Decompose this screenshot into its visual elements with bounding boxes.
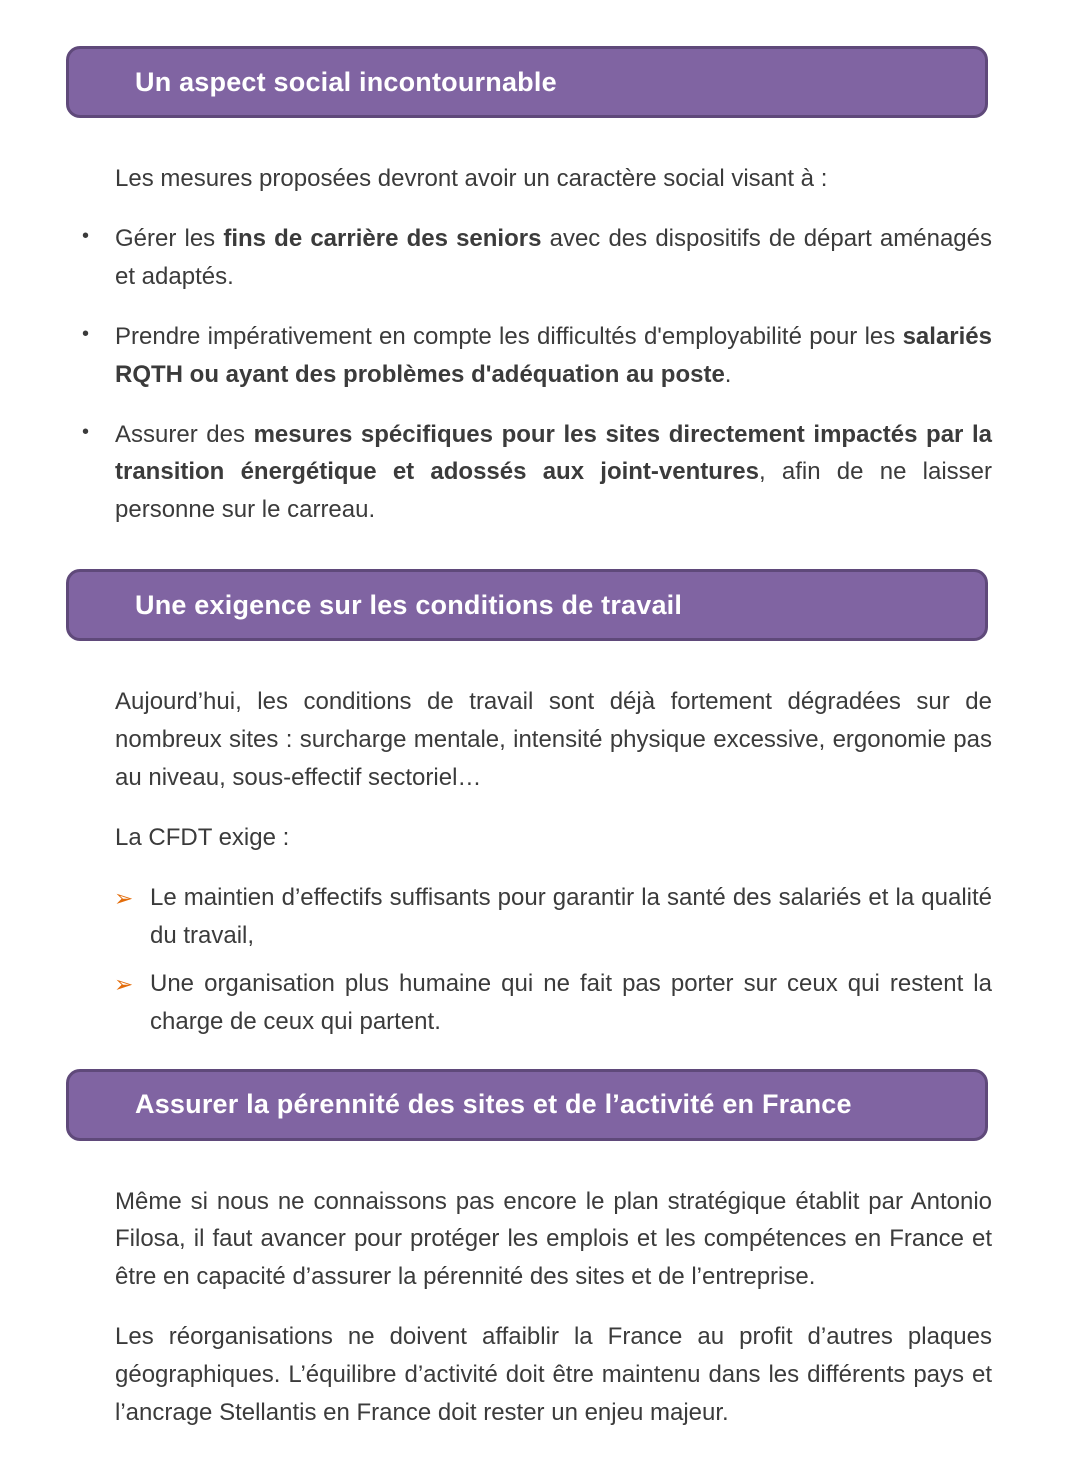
section-content-aspect-social xyxy=(66,118,992,561)
bullet-dot-icon: • xyxy=(82,224,90,247)
arrow-text: Une organisation plus humaine qui ne fait pas porter sur ceux qui restent la charge de ceux qui partent. xyxy=(150,969,992,1035)
bullet-dot-icon: • xyxy=(82,420,90,443)
section-banner-aspect-social xyxy=(66,46,988,118)
bullet-text: Gérer les xyxy=(115,224,224,252)
intro-paragraph: Les mesures proposées devront avoir un caractère social visant à : xyxy=(115,165,828,192)
section-title: Un aspect social incontournable xyxy=(135,66,557,97)
arrow-text: Le maintien d’effectifs suffisants pour garantir la santé des salariés et la qualité du travail, xyxy=(150,883,992,949)
bullet-text-bold: mesures spécifiques pour les sites directement impactés par la transition énergétique et adossés aux joint-ventures xyxy=(115,420,993,486)
bullet-item-sites-impactes xyxy=(66,416,992,530)
bullet-text: . xyxy=(724,360,732,388)
section-content-conditions-travail xyxy=(66,641,992,1060)
arrow-bullet-icon: ➢ xyxy=(114,884,134,911)
section-content-perennite-sites xyxy=(66,1141,992,1432)
bullet-text: , afin de ne laisser personne sur le carreau. xyxy=(115,458,992,524)
section-banner-conditions-travail xyxy=(66,569,988,641)
bullet-item-rqth xyxy=(66,318,992,394)
bullet-text-bold: fins de carrière des seniors xyxy=(223,224,542,252)
bullet-text-bold: salariés RQTH ou ayant des problèmes d'adéquation au poste xyxy=(115,322,992,388)
arrow-item-effectifs xyxy=(66,879,992,955)
bullet-text: avec des dispositifs de départ aménagés et adaptés. xyxy=(115,224,992,290)
bullet-item-seniors xyxy=(66,220,992,296)
paragraph-cfdt-exige: La CFDT exige : xyxy=(115,823,290,851)
bullet-dot-icon: • xyxy=(82,322,90,345)
section-banner-perennite-sites xyxy=(66,1069,988,1141)
arrow-bullet-icon: ➢ xyxy=(114,970,134,997)
paragraph-reorganisations: Les réorganisations ne doivent affaiblir la France au profit d’autres plaques géographiques. L’équilibre d’activité doit être maintenu dans les différents pays et l’ancrage Stellantis en France doit rester un enjeu majeur. xyxy=(115,1323,992,1427)
paragraph-conditions: Aujourd’hui, les conditions de travail sont déjà fortement dégradées sur de nombreux sites : surcharge mentale, intensité physique excessive, ergonomie pas au niveau, sous-effectif sectoriel… xyxy=(115,688,992,792)
section-title: Assurer la pérennité des sites et de l’activité en France xyxy=(135,1089,852,1119)
section-title: Une exigence sur les conditions de travail xyxy=(135,589,683,620)
bullet-text: Assurer des xyxy=(115,420,254,448)
paragraph-plan-strategique: Même si nous ne connaissons pas encore le plan stratégique établit par Antonio Filosa, il faut avancer pour protéger les emplois et les compétences en France et être en capacité d’assurer la pérennité des sites et de l’entreprise. xyxy=(115,1187,992,1291)
bullet-text: Prendre impérativement en compte les difficultés d'employabilité pour les xyxy=(115,322,903,350)
arrow-item-organisation xyxy=(66,965,992,1041)
